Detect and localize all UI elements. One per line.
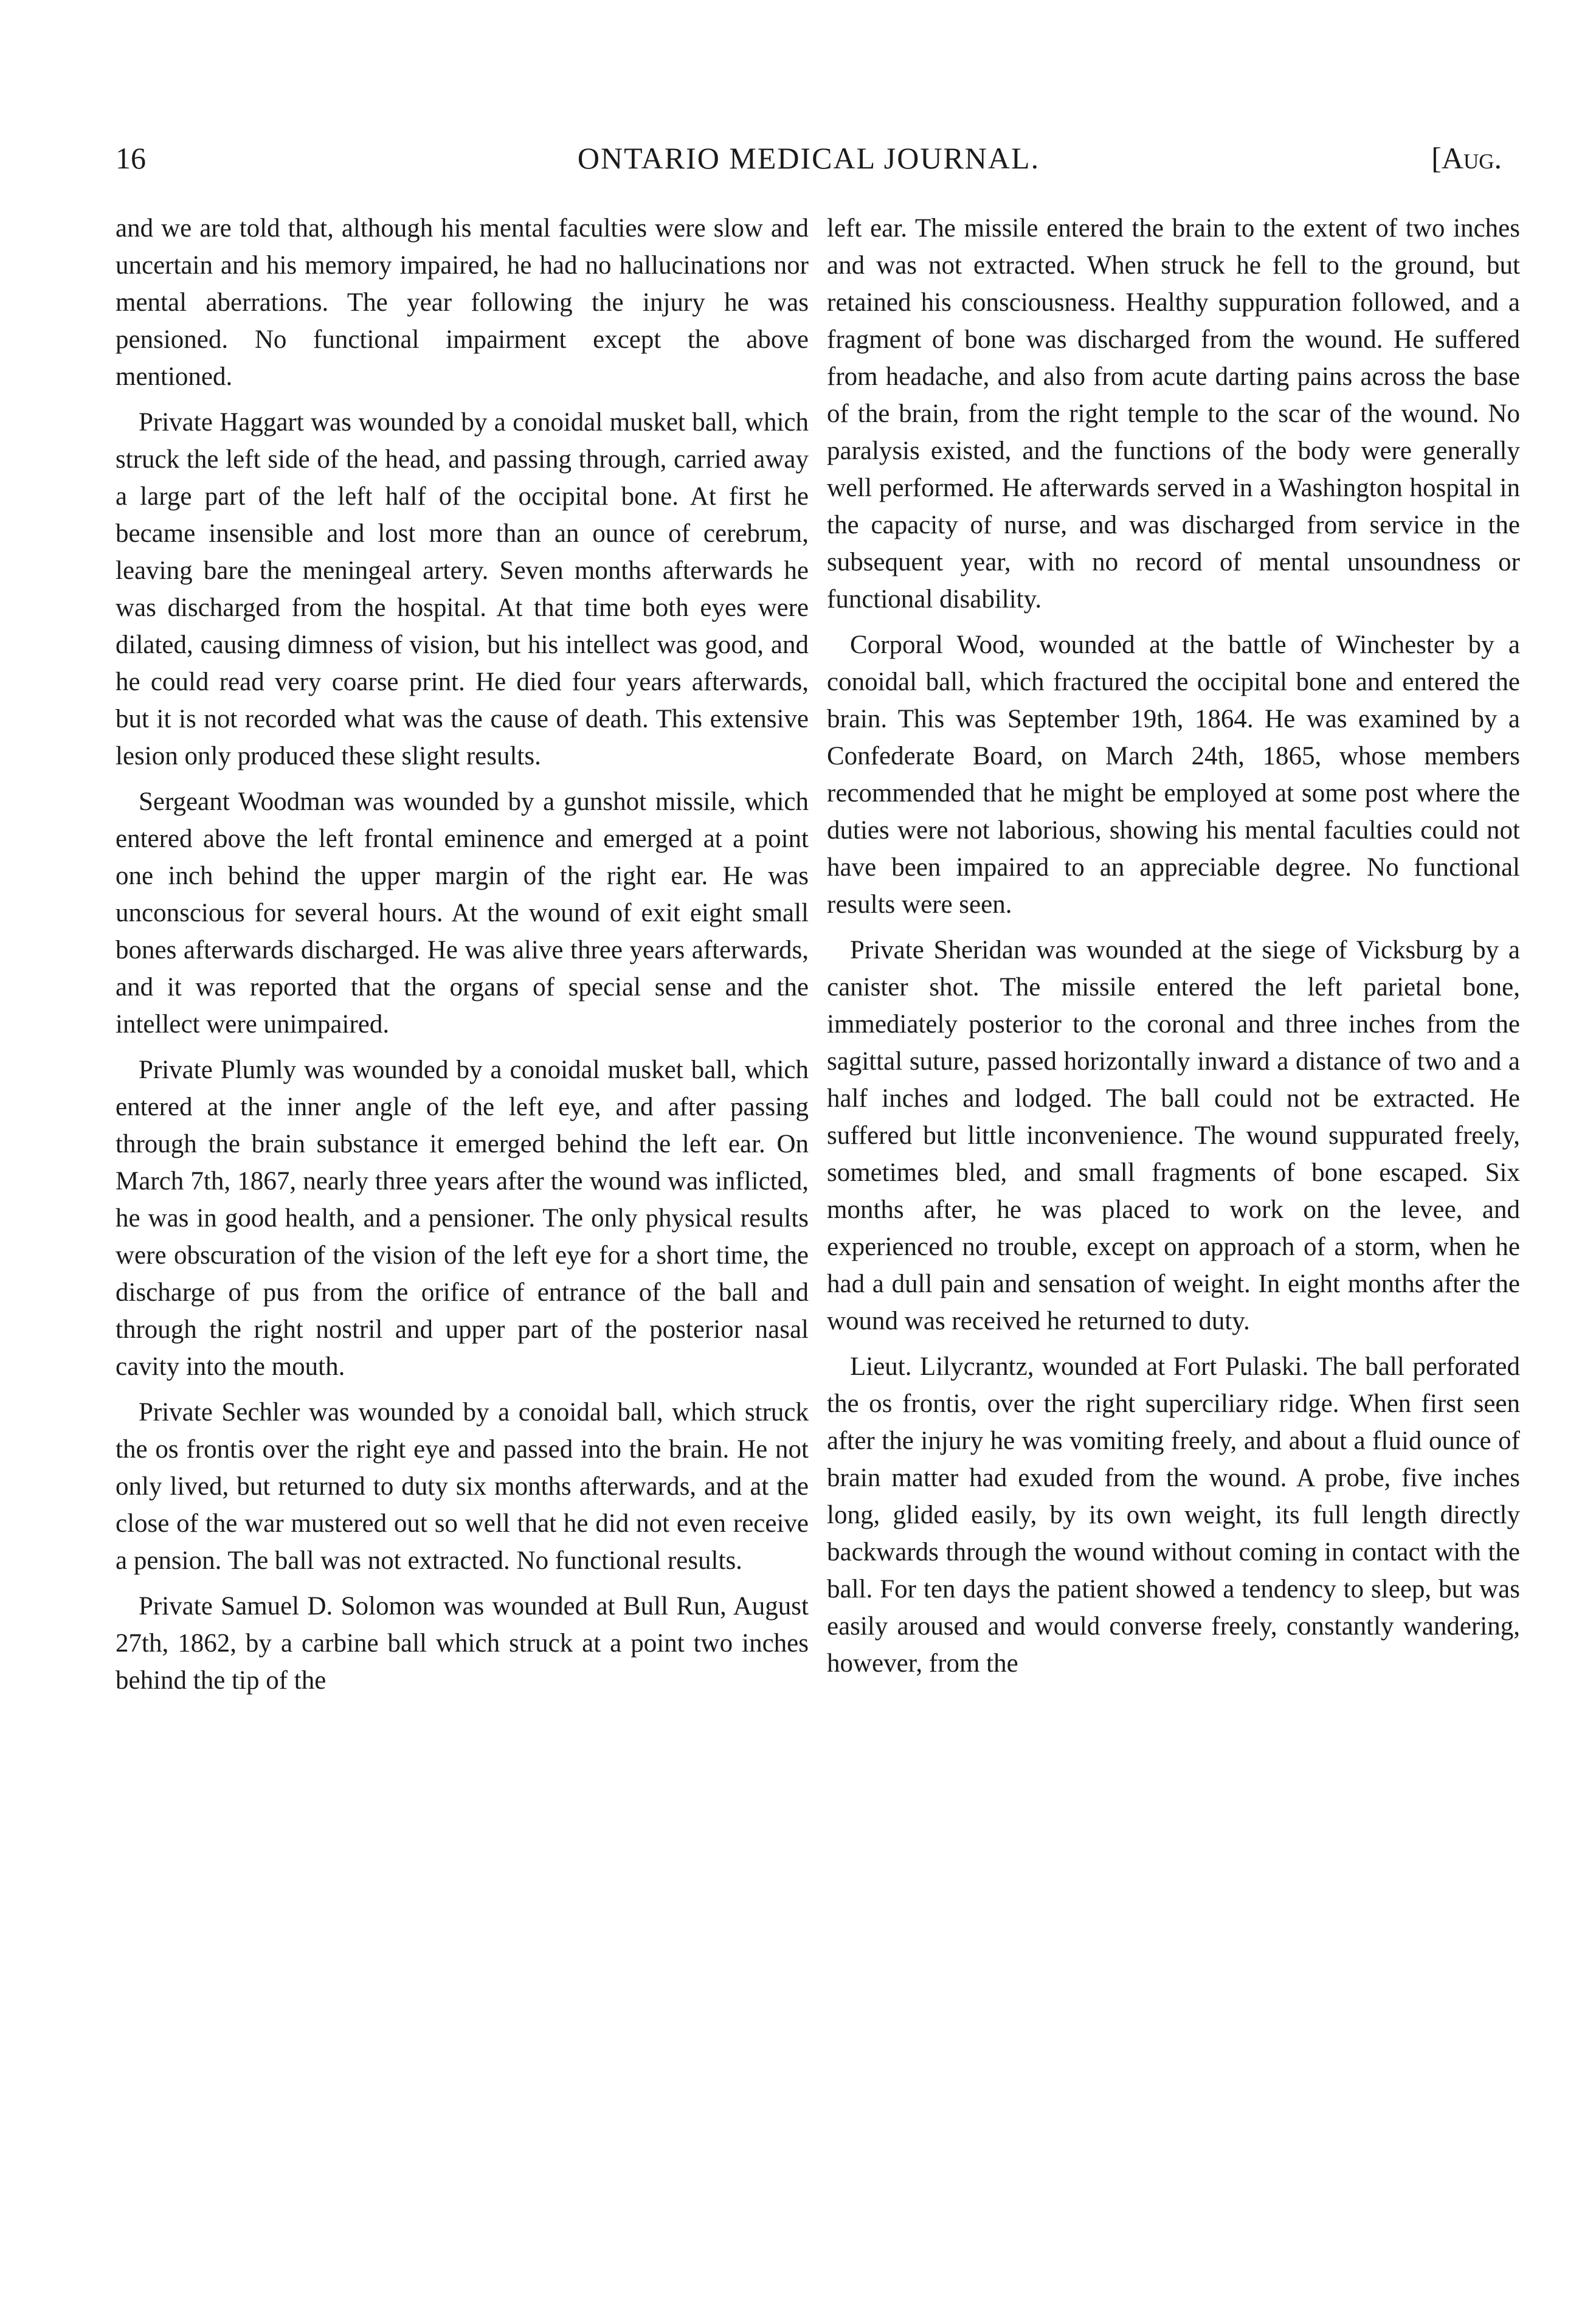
paragraph-sheridan: Private Sheridan was wounded at the siege of Vicksburg by a canister shot. The missile entered the left parietal bone, immediately posterior to the coronal and three inches from the sagittal suture, passed horizontally inward a distance of two and a half inches and lodged. The ball could not be extracted. He suffered but little inconvenience. The wound suppurated freely, sometimes bled, and small fragments of bone escaped. Six months after, he was placed to work on the levee, and experienced no trouble, except on approach of a storm, when he had a dull pain and sensation of weight. In eight months after the wound was received he returned to duty. <box>827 936 1520 1335</box>
page-header <box>116 137 1502 185</box>
paragraph-woodman: Sergeant Woodman was wounded by a gunshot missile, which entered above the left frontal eminence and emerged at a point one inch behind the upper margin of the right ear. He was unconscious for several hours. At the wound of exit eight small bones afterwards discharged. He was alive three years afterwards, and it was reported that the organs of special sense and the intellect were unimpaired. <box>116 787 809 1039</box>
paragraph-wood: Corporal Wood, wounded at the battle of Winchester by a conoidal ball, which fractured the occipital bone and entered the brain. This was September 19th, 1864. He was examined by a Confederate Board, on March 24th, 1865, whose members recommended that he might be employed at some post where the duties were not laborious, showing his mental faculties could not have been impaired to an appreciable degree. No functional results were seen. <box>827 631 1520 919</box>
paragraph-sechler: Private Sechler was wounded by a conoidal ball, which struck the os frontis over the right eye and passed into the brain. He not only lived, but returned to duty six months afterwards, and at the close of the war mustered out so well that he did not even receive a pension. The ball was not extracted. No functional results. <box>116 1398 809 1575</box>
right-column <box>827 210 1520 1690</box>
issue-month: [Aug. <box>1431 141 1502 175</box>
paragraph-solomon-continued: left ear. The missile entered the brain to the extent of two inches and was not extracted. When struck he fell to the ground, but retained his consciousness. Healthy suppuration followed, and a fragment of bone was discharged from the wound. He suffered from headache, and also from acute darting pains across the base of the brain, from the right temple to the scar of the wound. No paralysis existed, and the functions of the body were generally well performed. He afterwards served in a Washington hospital in the capacity of nurse, and was discharged from service in the subsequent year, with no record of mental unsoundness or functional disability. <box>827 214 1520 614</box>
left-column <box>116 210 809 1708</box>
paragraph-continuation: and we are told that, although his mental faculties were slow and uncertain and his memory impaired, he had no hallucinations nor mental aberrations. The year following the injury he was pensioned. No functional impairment except the above mentioned. <box>116 214 809 391</box>
page-number: 16 <box>116 141 146 175</box>
paragraph-plumly: Private Plumly was wounded by a conoidal musket ball, which entered at the inner angle of the left eye, and after passing through the brain substance it emerged behind the left ear. On March 7th, 1867, nearly three years after the wound was inflicted, he was in good health, and a pensioner. The only physical results were obscuration of the vision of the left eye for a short time, the discharge of pus from the orifice of entrance of the ball and through the right nostril and upper part of the posterior nasal cavity into the mouth. <box>116 1056 809 1381</box>
paragraph-solomon: Private Samuel D. Solomon was wounded at Bull Run, August 27th, 1862, by a carbine ball which struck at a point two inches behind the tip of the <box>116 1592 809 1695</box>
paragraph-lilycrantz: Lieut. Lilycrantz, wounded at Fort Pulaski. The ball perforated the os frontis, over the right superciliary ridge. When first seen after the injury he was vomiting freely, and about a fluid ounce of brain matter had exuded from the wound. A probe, five inches long, glided easily, by its own weight, its full length directly backwards through the wound without coming in contact with the ball. For ten days the patient showed a tendency to sleep, but was easily aroused and would converse freely, constantly wandering, however, from the <box>827 1352 1520 1678</box>
journal-title: ONTARIO MEDICAL JOURNAL. <box>577 141 1040 175</box>
paragraph-haggart: Private Haggart was wounded by a conoidal musket ball, which struck the left side of the head, and passing through, carried away a large part of the left half of the occipital bone. At first he became insensible and lost more than an ounce of cerebrum, leaving bare the meningeal artery. Seven months afterwards he was discharged from the hospital. At that time both eyes were dilated, causing dimness of vision, but his intellect was good, and he could read very coarse print. He died four years afterwards, but it is not recorded what was the cause of death. This extensive lesion only produced these slight results. <box>116 408 809 770</box>
